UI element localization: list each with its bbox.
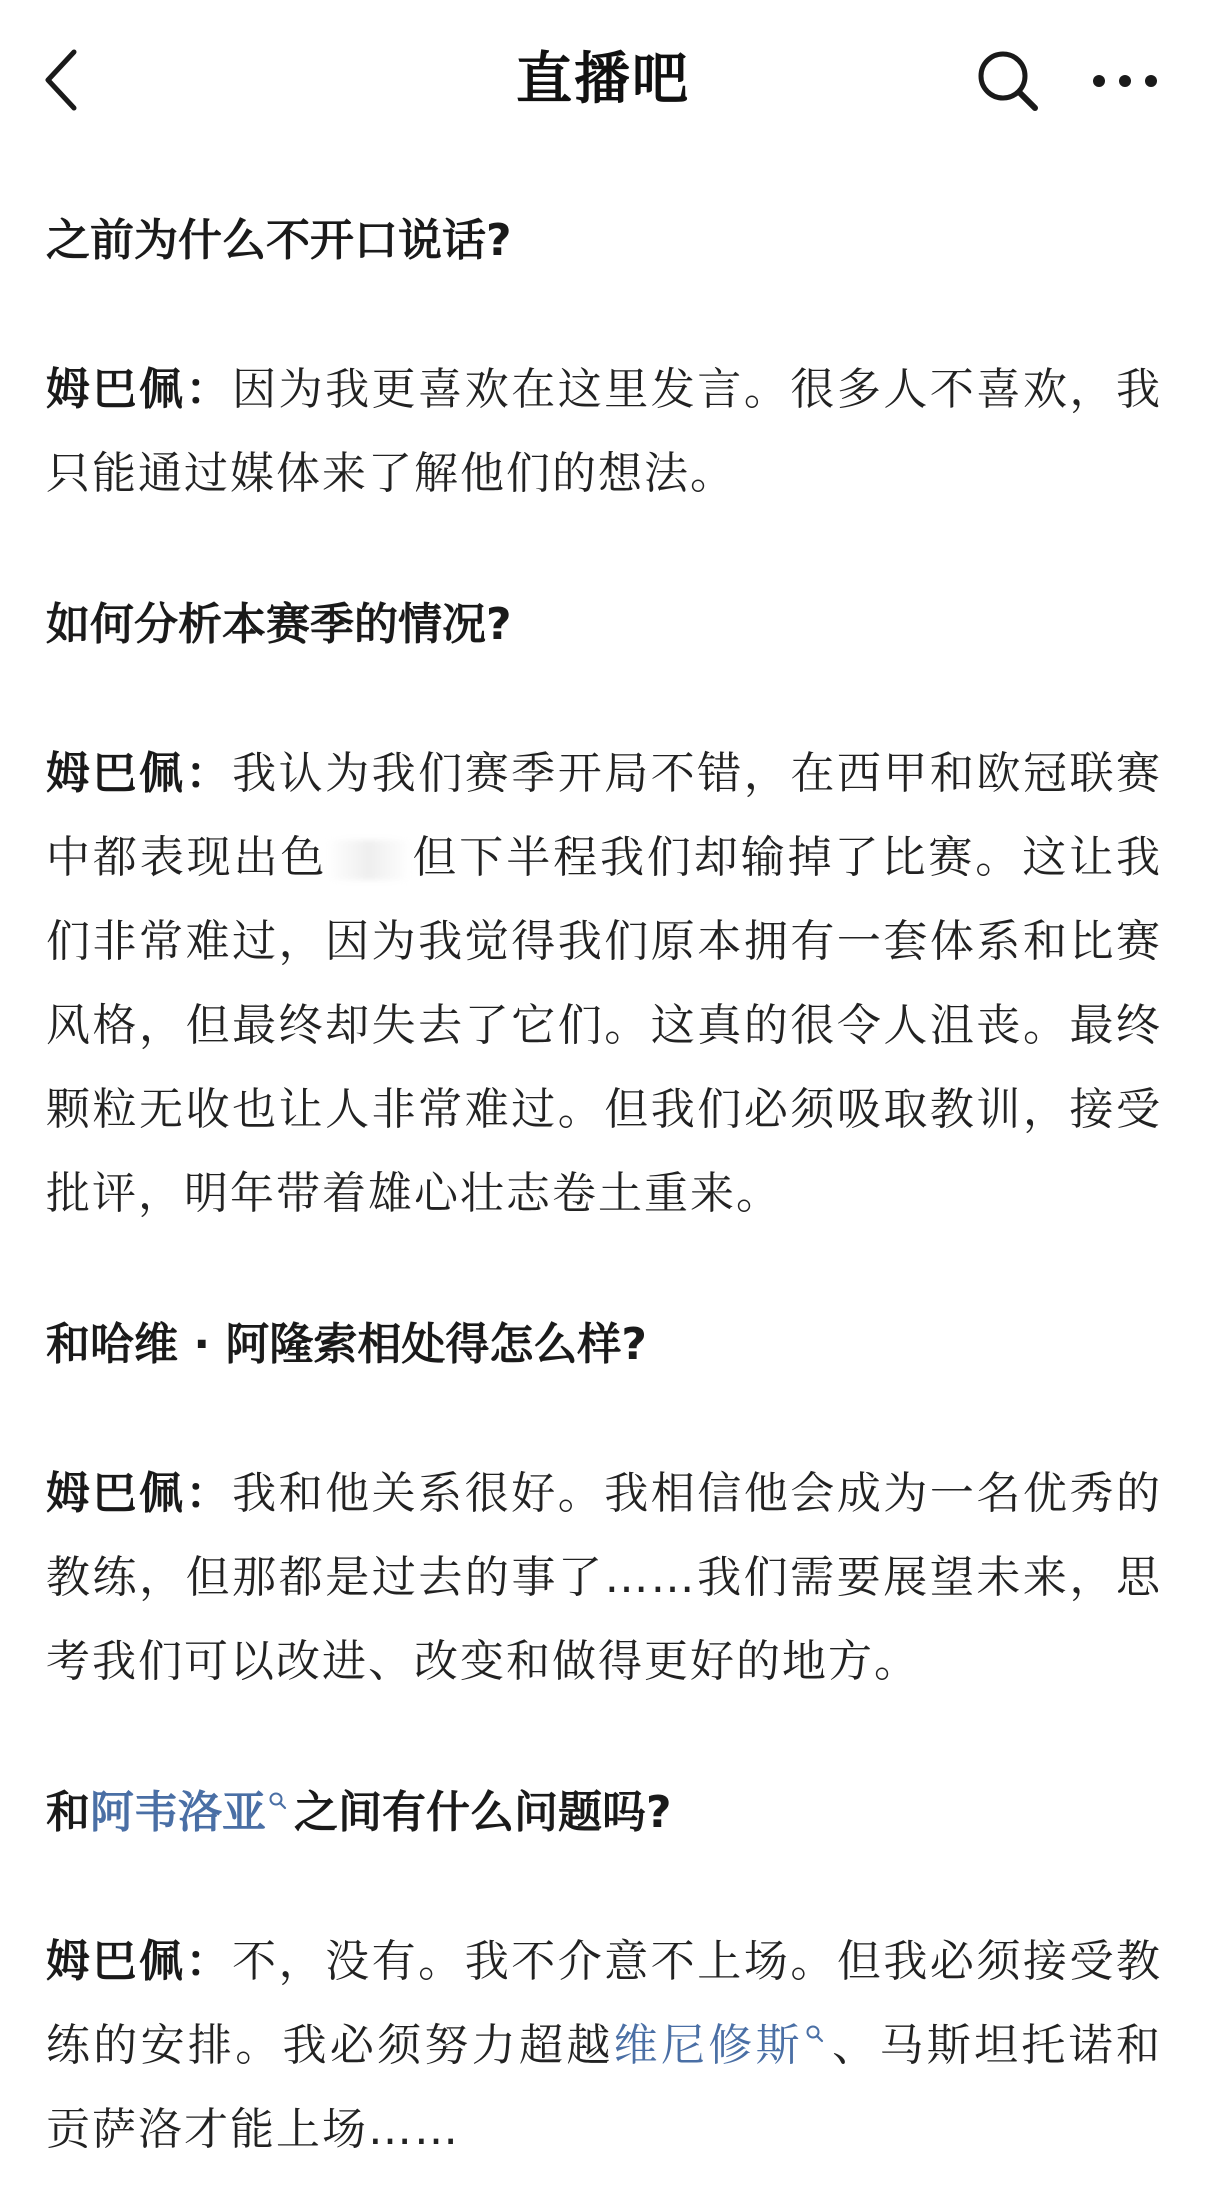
answer-3-text: 我和他关系很好。我相信他会成为一名优秀的教练，但那都是过去的事了……我们需要展望未来，思考我们可以改进、改变和做得更好的地方。 — [46, 1468, 1163, 1687]
question-4-prefix: 和 — [46, 1787, 90, 1838]
speaker-label: 姆巴佩： — [46, 364, 233, 415]
answer-1 — [46, 348, 1162, 516]
more-options-button[interactable] — [1090, 56, 1160, 106]
article-body — [46, 198, 1162, 2172]
answer-1-text: 因为我更喜欢在这里发言。很多人不喜欢，我只能通过媒体来了解他们的想法。 — [46, 364, 1163, 499]
question-2: 如何分析本赛季的情况? — [46, 599, 512, 650]
question-1: 之前为什么不开口说话? — [46, 215, 512, 266]
speaker-label: 姆巴佩： — [46, 748, 233, 799]
entity-link-vinicius[interactable]: 维尼修斯 — [613, 2020, 803, 2071]
search-icon — [975, 48, 1041, 114]
top-navigation-bar — [0, 0, 1206, 160]
answer-3 — [46, 1452, 1162, 1704]
search-button[interactable] — [975, 48, 1041, 114]
answer-2-text-part1: 我认为我们赛季开局不错，在西甲和欧冠联赛中都表现出色 — [46, 748, 1163, 883]
page-title: 直播吧 — [516, 47, 690, 112]
question-4 — [46, 1770, 1162, 1856]
question-4-suffix: 之间有什么问题吗? — [294, 1787, 672, 1838]
answer-2 — [46, 732, 1162, 1236]
link-search-icon — [268, 1791, 288, 1811]
question-3: 和哈维 · 阿隆索相处得怎么样? — [46, 1319, 647, 1370]
answer-4-text-part1: 不，没有。我不介意不上场。但我必须接受教练的安排。我必须努力超越 — [46, 1936, 1163, 2071]
entity-link-arbeloa[interactable]: 阿韦洛亚 — [90, 1787, 266, 1838]
more-dots-icon — [1090, 56, 1160, 106]
link-search-icon — [805, 2024, 825, 2044]
speaker-label: 姆巴佩： — [46, 1468, 233, 1519]
blurred-text-redaction — [327, 840, 411, 880]
answer-2-text-part2: 但下半程我们却输掉了比赛。这让我们非常难过，因为我觉得我们原本拥有一套体系和比赛风格，但最终却失去了它们。这真的很令人沮丧。最终颗粒无收也让人非常难过。但我们必须吸取教训，接受批评，明年带着雄心壮志卷土重来。 — [46, 832, 1163, 1219]
answer-4-text-part2: 、马斯坦托诺和贡萨洛才能上场…… — [46, 2020, 1163, 2155]
answer-4 — [46, 1920, 1162, 2172]
speaker-label: 姆巴佩： — [46, 1936, 233, 1987]
